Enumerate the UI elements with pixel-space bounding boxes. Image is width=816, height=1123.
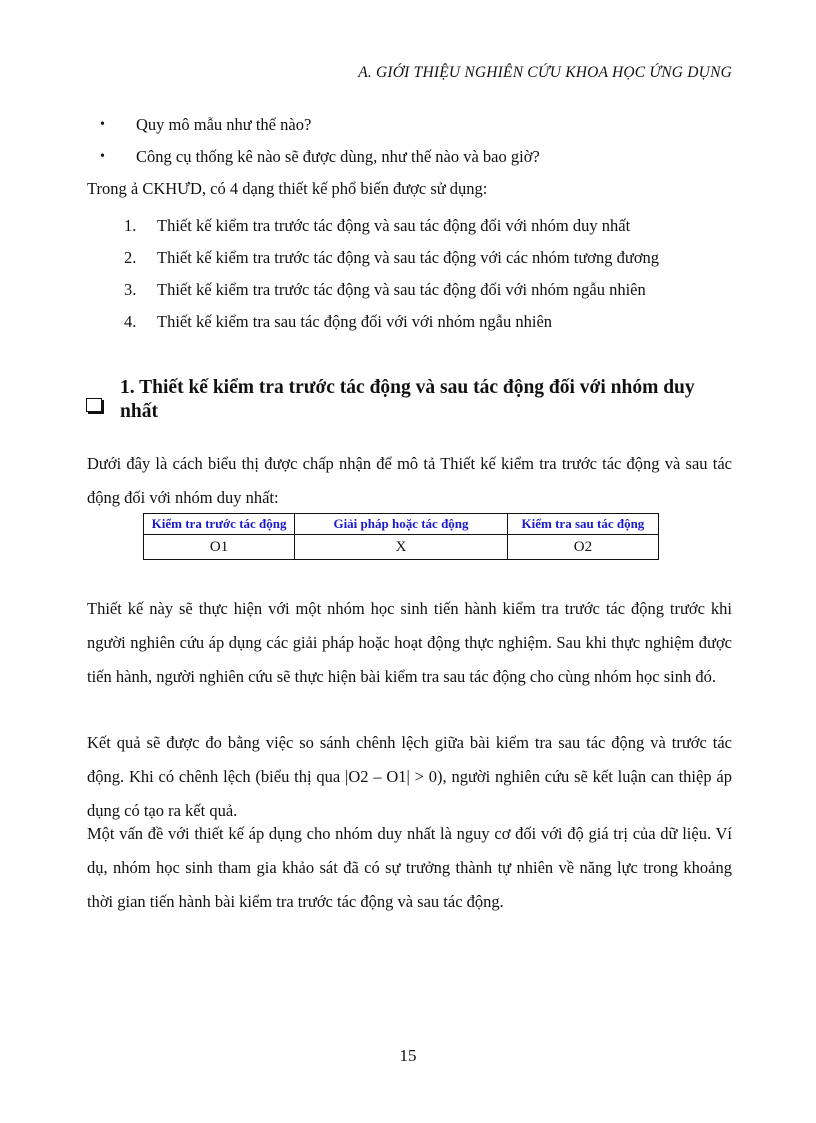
running-header: A. GIỚI THIỆU NGHIÊN CỨU KHOA HỌC ỨNG DỤNG [358,64,732,81]
list-number: 3. [124,280,137,299]
intro-text: Trong ả CKHƯD, có 4 dạng thiết kế phổ biến được sử dụng: [87,179,488,198]
bullet-text: Quy mô mẫu như thế nào? [136,115,312,134]
table-header: Kiểm tra trước tác động [144,514,295,535]
list-number: 4. [124,312,137,331]
list-number: 2. [124,248,137,267]
table-header: Giải pháp hoặc tác động [295,514,508,535]
page-number: 15 [399,1046,417,1065]
list-item [124,210,732,242]
paragraph-intro: Dưới đây là cách biểu thị được chấp nhận để mô tả Thiết kế kiểm tra trước tác động và sau tác động đối với nhóm duy nhất: [87,454,732,507]
list-text: Thiết kế kiểm tra sau tác động đối với với nhóm ngẫu nhiên [157,312,553,331]
list-text: Thiết kế kiểm tra trước tác động và sau tác động với các nhóm tương đương [157,248,660,267]
list-item [100,114,540,146]
paragraph-risk: Một vấn đề với thiết kế áp dụng cho nhóm duy nhất là nguy cơ đối với độ giá trị của dữ liệu. Ví dụ, nhóm học sinh tham gia khảo sát đã có sự trưởng thành tự nhiên về năng lực trong khoảng thời gian tiến hành bài kiểm tra trước tác động và sau tác động. [87,824,732,911]
table-row [144,535,659,560]
bullet-text: Công cụ thống kê nào sẽ được dùng, như thế nào và bao giờ? [136,147,540,166]
list-number: 1. [124,216,137,235]
table-cell: X [295,535,508,560]
section-title: 1. Thiết kế kiểm tra trước tác động và sau tác động đối với nhóm duy nhất [120,377,695,422]
paragraph-design: Thiết kế này sẽ thực hiện với một nhóm học sinh tiến hành kiểm tra trước tác động trước khi người nghiên cứu áp dụng các giải pháp hoặc hoạt động thực nghiệm. Sau khi thực nghiệm được tiến hành, người nghiên cứu sẽ thực hiện bài kiểm tra sau tác động cho cùng nhóm học sinh đó. [87,599,732,686]
list-item [124,306,732,338]
paragraph-result: Kết quả sẽ được đo bằng việc so sánh chênh lệch giữa bài kiểm tra sau tác động và trước tác động. Khi có chênh lệch (biểu thị qua |O2 – O1| > 0), người nghiên cứu sẽ kết luận can thiệp áp dụng có tạo ra kết quả. [87,733,732,820]
checkbox-icon [86,398,102,412]
section-heading [86,376,732,424]
table-header-row [144,514,659,535]
design-list [124,210,732,338]
bullet-icon: • [100,149,105,164]
list-text: Thiết kế kiểm tra trước tác động và sau tác động đối với nhóm ngẫu nhiên [157,280,646,299]
table-header: Kiểm tra sau tác động [507,514,658,535]
bullet-list [100,114,540,178]
list-item [124,242,732,274]
bullet-icon: • [100,117,105,132]
design-table [143,513,659,560]
list-text: Thiết kế kiểm tra trước tác động và sau tác động đối với nhóm duy nhất [157,216,631,235]
table-cell: O2 [507,535,658,560]
list-item [100,146,540,178]
table-cell: O1 [144,535,295,560]
list-item [124,274,732,306]
